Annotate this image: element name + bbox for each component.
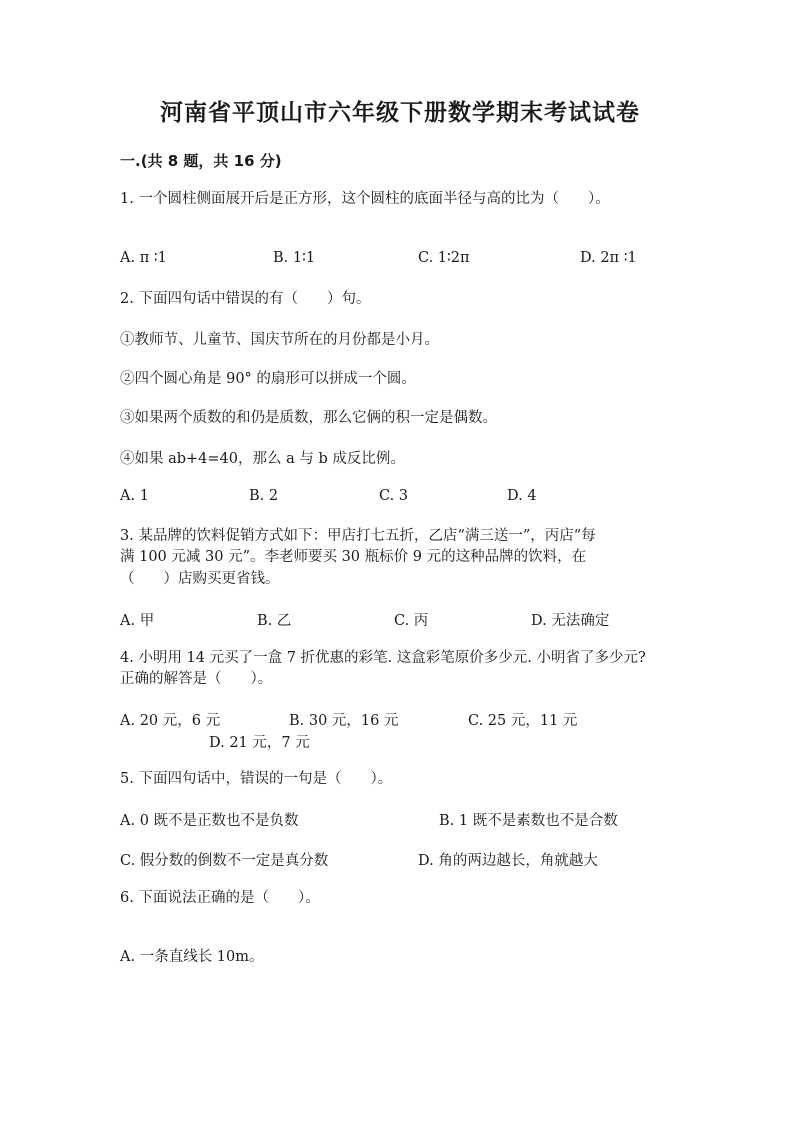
question-2-option-b: B. 2 bbox=[249, 488, 279, 504]
question-5-option-a: A. 0 既不是正数也不是负数 bbox=[120, 813, 299, 829]
question-1-option-d: D. 2π ∶1 bbox=[580, 250, 637, 266]
question-2-statement-2: ②四个圆心角是 90° 的扇形可以拼成一个圆。 bbox=[120, 371, 416, 387]
question-3-option-a: A. 甲 bbox=[120, 613, 155, 629]
question-5-option-b: B. 1 既不是素数也不是合数 bbox=[439, 813, 618, 829]
question-1-option-a: A. π ∶1 bbox=[120, 250, 167, 266]
question-4-stem-line-1: 4. 小明用 14 元买了一盒 7 折优惠的彩笔. 这盒彩笔原价多少元. 小明省了多少元? bbox=[120, 650, 646, 666]
question-1-option-b: B. 1∶1 bbox=[273, 250, 316, 266]
question-5-option-d: D. 角的两边越长，角就越大 bbox=[418, 853, 598, 869]
question-5-stem: 5. 下面四句话中，错误的一句是（ ）。 bbox=[120, 771, 393, 787]
question-1-option-c: C. 1∶2π bbox=[418, 250, 470, 266]
question-3-stem-line-3: （ ）店购买更省钱。 bbox=[120, 571, 280, 587]
question-2-statement-4: ④如果 ab+4=40，那么 a 与 b 成反比例。 bbox=[120, 451, 405, 467]
section-heading: 一.(共 8 题，共 16 分) bbox=[120, 152, 282, 170]
question-2-statement-3: ③如果两个质数的和仍是质数，那么它俩的积一定是偶数。 bbox=[120, 410, 497, 426]
question-4-option-a: A. 20 元，6 元 bbox=[120, 713, 221, 729]
question-1-stem: 1. 一个圆柱侧面展开后是正方形，这个圆柱的底面半径与高的比为（ ）。 bbox=[120, 191, 610, 207]
question-3-stem-line-2: 满 100 元减 30 元”。李老师要买 30 瓶标价 9 元的这种品牌的饮料，在 bbox=[120, 549, 587, 565]
question-6-stem: 6. 下面说法正确的是（ ）。 bbox=[120, 890, 320, 906]
question-6-option-a: A. 一条直线长 10m。 bbox=[120, 949, 264, 965]
question-2-option-a: A. 1 bbox=[120, 488, 149, 504]
question-4-option-b: B. 30 元，16 元 bbox=[289, 713, 399, 729]
question-2-stem: 2. 下面四句话中错误的有（ ）句。 bbox=[120, 291, 371, 307]
question-2-option-c: C. 3 bbox=[379, 488, 409, 504]
question-2-statement-1: ①教师节、儿童节、国庆节所在的月份都是小月。 bbox=[120, 332, 439, 348]
question-3-option-b: B. 乙 bbox=[257, 613, 292, 629]
question-4-option-c: C. 25 元，11 元 bbox=[468, 713, 578, 729]
question-3-option-c: C. 丙 bbox=[394, 613, 429, 629]
page-title: 河南省平顶山市六年级下册数学期末考试试卷 bbox=[160, 100, 640, 126]
question-3-stem-line-1: 3. 某品牌的饮料促销方式如下：甲店打七五折，乙店“满三送一”，丙店“每 bbox=[120, 528, 596, 544]
question-4-option-d: D. 21 元，7 元 bbox=[209, 735, 310, 751]
question-2-option-d: D. 4 bbox=[507, 488, 537, 504]
question-5-option-c: C. 假分数的倒数不一定是真分数 bbox=[120, 853, 329, 869]
question-3-option-d: D. 无法确定 bbox=[531, 613, 610, 629]
question-4-stem-line-2: 正确的解答是（ ）。 bbox=[120, 671, 273, 687]
